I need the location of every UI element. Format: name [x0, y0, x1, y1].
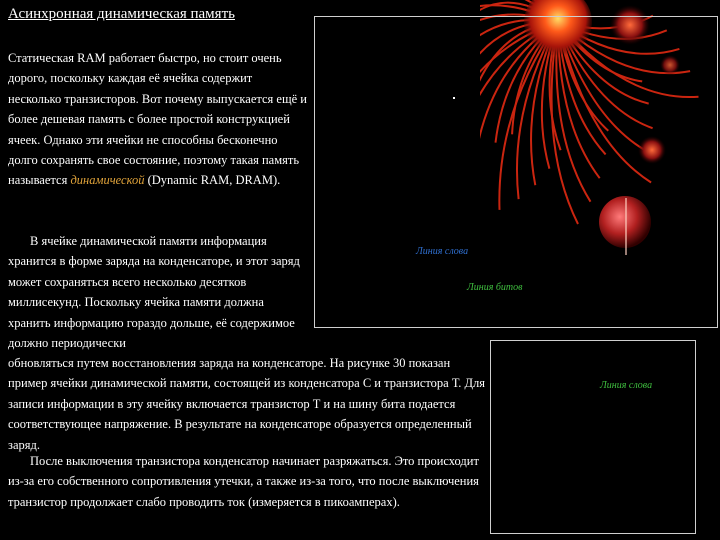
figure-frame-bottom [490, 340, 696, 534]
bit-line-label: Линия битов [467, 282, 523, 293]
paragraph4-text: После выключения транзистора конденсатор начинает разряжаться. Это происходит из-за его собственного сопротивления утечки, а также из-за того, что после выключения транзистор продолжает слабо проводить ток (измеряется в пикоамперах). [8, 454, 479, 509]
paragraph-discharge [8, 451, 486, 512]
paragraph1-tail: (Dynamic RAM, DRAM). [144, 173, 281, 188]
dynamic-term: динамической [70, 173, 145, 188]
paragraph-dram-cell [8, 231, 308, 353]
paragraph-static-ram [8, 48, 308, 191]
word-line-label-2: Линия слова [600, 380, 653, 391]
paragraph1-text: Статическая RAM работает быстро, но стоит очень дорого, поскольку каждая её ячейка содержит несколько транзисторов. Вот почему выпускается ещё и более дешевая память с более простой конструкцией ячеек. Однако эти ячейки не способны бесконечно долго сохранять свое состояние, поэтому такая память называется [8, 51, 307, 188]
figure-dot [453, 97, 455, 99]
word-line-label-1: Линия слова [416, 246, 469, 257]
paragraph-refresh: обновляться путем восстановления заряда на конденсаторе. На рисунке 30 показан пример ячейки динамической памяти, состоящей из конденсатора С и транзистора Т. Для записи информации в эту ячейку включается транзистор Т и на шину бита подается соответствующее напряжение. В результате на конденсаторе образуется определенный заряд. [8, 356, 486, 452]
slide-title: Асинхронная динамическая память [8, 6, 235, 22]
paragraph2-text: В ячейке динамической памяти информация хранится в форме заряда на конденсаторе, и этот заряд может сохраняться всего несколько десятков миллисекунд. Поскольку ячейка памяти должна хранить информацию гораздо дольше, её содержимое должно периодически [8, 234, 300, 351]
